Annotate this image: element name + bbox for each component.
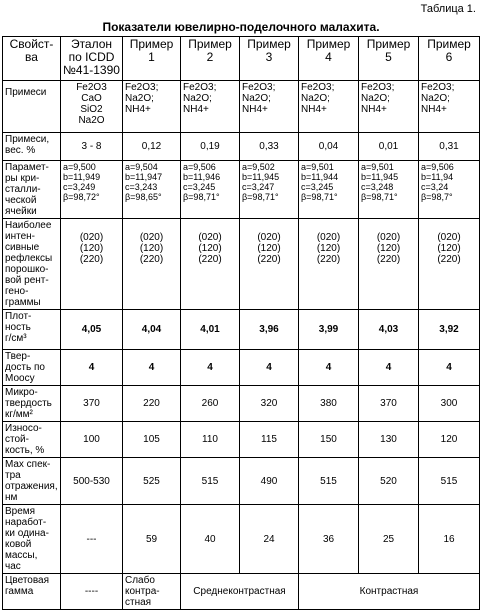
table-cell: 0,04 [299, 133, 359, 161]
table-cell: (020) (120) (220) [123, 219, 181, 310]
table-cell: 370 [359, 386, 419, 422]
operating-time-row [3, 505, 480, 574]
table-cell: Контрастная [299, 574, 480, 610]
table-cell: 4 [181, 350, 240, 386]
table-cell: 3,92 [419, 310, 480, 350]
table-cell: a=9,506 b=11,94 c=3,24 β=98,7° [419, 161, 480, 219]
row-label: Время наработ- ки одина- ковой массы, час [3, 505, 61, 574]
table-caption: Таблица 1. [420, 3, 476, 15]
table-cell: (020) (120) (220) [181, 219, 240, 310]
table-cell: (020) (120) (220) [61, 219, 123, 310]
table-cell: 515 [419, 458, 480, 505]
table-cell: Fe2O3; Na2O; NH4+ [181, 81, 240, 133]
row-label: Примеси [3, 81, 61, 133]
hardness-row [3, 350, 480, 386]
header-cell: Пример 2 [181, 37, 240, 81]
table-cell: 500-530 [61, 458, 123, 505]
table-cell: 0,12 [123, 133, 181, 161]
table-cell: 4,01 [181, 310, 240, 350]
table-cell: 110 [181, 422, 240, 458]
table-cell: Fe2O3; Na2O; NH4+ [359, 81, 419, 133]
table-cell: 36 [299, 505, 359, 574]
table-cell: 59 [123, 505, 181, 574]
table-cell: Fe2O3; Na2O; NH4+ [240, 81, 299, 133]
table-cell: Среднеконтрастная [181, 574, 299, 610]
row-label: Цветовая гамма [3, 574, 61, 610]
header-cell: Пример 4 [299, 37, 359, 81]
table-cell: 320 [240, 386, 299, 422]
header-cell: Пример 6 [419, 37, 480, 81]
table-cell: Fe2O3; Na2O; NH4+ [299, 81, 359, 133]
table-cell: Fe2O3; Na2O; NH4+ [123, 81, 181, 133]
table-cell: --- [61, 505, 123, 574]
malachite-properties-table [2, 36, 480, 610]
table-cell: 115 [240, 422, 299, 458]
table-cell: 105 [123, 422, 181, 458]
table-cell: a=9,500 b=11,949 c=3,249 β=98,72° [61, 161, 123, 219]
header-cell: Пример 5 [359, 37, 419, 81]
table-cell: 4,03 [359, 310, 419, 350]
table-cell: 130 [359, 422, 419, 458]
table-cell: 490 [240, 458, 299, 505]
table-cell: 300 [419, 386, 480, 422]
table-cell: a=9,504 b=11,947 c=3,243 β=98,65° [123, 161, 181, 219]
table-cell: (020) (120) (220) [359, 219, 419, 310]
impurities-row [3, 81, 480, 133]
table-cell: 220 [123, 386, 181, 422]
table-cell: 150 [299, 422, 359, 458]
table-cell: 24 [240, 505, 299, 574]
table-cell: 0,31 [419, 133, 480, 161]
wear-row [3, 422, 480, 458]
table-cell: 4,04 [123, 310, 181, 350]
table-cell: a=9,501 b=11,944 c=3,245 β=98,71° [299, 161, 359, 219]
table-cell: Fe2O3; Na2O; NH4+ [419, 81, 480, 133]
lattice-row [3, 161, 480, 219]
table-cell: 4 [123, 350, 181, 386]
table-cell: 120 [419, 422, 480, 458]
header-row [3, 37, 480, 81]
table-cell: 4 [359, 350, 419, 386]
header-cell: Эталон по ICDD №41-1390 [61, 37, 123, 81]
table-cell: 260 [181, 386, 240, 422]
table-cell: 3,99 [299, 310, 359, 350]
table-cell: 515 [181, 458, 240, 505]
row-label: Износо- стой- кость, % [3, 422, 61, 458]
row-label: Микро- твердость кг/мм² [3, 386, 61, 422]
spectrum-row [3, 458, 480, 505]
table-cell: a=9,506 b=11,946 c=3,245 β=98,71° [181, 161, 240, 219]
table-cell: Fe2O3 CaO SiO2 Na2O [61, 81, 123, 133]
header-cell: Свойст- ва [3, 37, 61, 81]
table-cell: 3,96 [240, 310, 299, 350]
row-label: Плот- ность г/см³ [3, 310, 61, 350]
row-label: Наиболее интен- сивные рефлексы порошко- вой рент- гено- граммы [3, 219, 61, 310]
microhardness-row [3, 386, 480, 422]
header-cell: Пример 1 [123, 37, 181, 81]
table-title: Показатели ювелирно-поделочного малахита. [102, 20, 380, 34]
table-cell: (020) (120) (220) [240, 219, 299, 310]
row-label: Примеси, вес. % [3, 133, 61, 161]
table-cell: 100 [61, 422, 123, 458]
table-cell: ---- [61, 574, 123, 610]
table-cell: 525 [123, 458, 181, 505]
table-cell: (020) (120) (220) [299, 219, 359, 310]
table-cell: a=9,501 b=11,945 c=3,248 β=98,71° [359, 161, 419, 219]
row-label: Max спек- тра отражения, нм [3, 458, 61, 505]
table-cell: 4 [61, 350, 123, 386]
table-cell: a=9,502 b=11,945 c=3,247 β=98,71° [240, 161, 299, 219]
table-cell: 4 [419, 350, 480, 386]
header-cell: Пример 3 [240, 37, 299, 81]
table-cell: 4 [299, 350, 359, 386]
table-cell: (020) (120) (220) [419, 219, 480, 310]
table-cell: 520 [359, 458, 419, 505]
reflexes-row [3, 219, 480, 310]
table-cell: 4 [240, 350, 299, 386]
table-cell: 16 [419, 505, 480, 574]
row-label: Парамет- ры кри- сталли- ческой ячейки [3, 161, 61, 219]
table-cell: 515 [299, 458, 359, 505]
table-cell: 3 - 8 [61, 133, 123, 161]
color-range-row [3, 574, 480, 610]
table-cell: 40 [181, 505, 240, 574]
table-cell: 0,33 [240, 133, 299, 161]
table-cell: 0,01 [359, 133, 419, 161]
table-cell: Слабо контра- стная [123, 574, 181, 610]
density-row [3, 310, 480, 350]
table-cell: 0,19 [181, 133, 240, 161]
row-label: Твер- дость по Моосу [3, 350, 61, 386]
table-cell: 380 [299, 386, 359, 422]
table-cell: 25 [359, 505, 419, 574]
table-cell: 370 [61, 386, 123, 422]
table-cell: 4,05 [61, 310, 123, 350]
impurities-pct-row [3, 133, 480, 161]
